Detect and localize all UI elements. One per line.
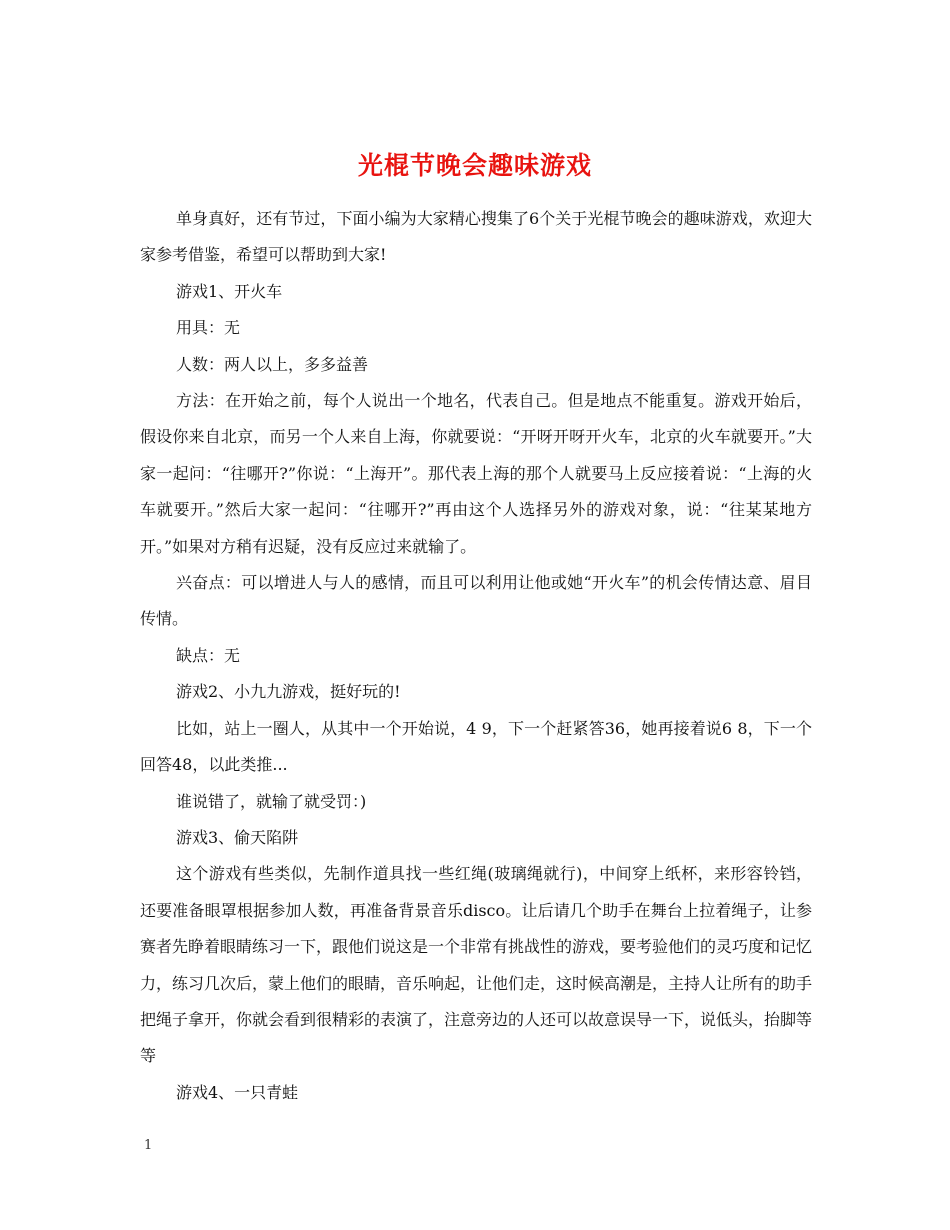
- paragraph-method: 方法：在开始之前，每个人说出一个地名，代表自己。但是地点不能重复。游戏开始后，假设你来自北京，而另一个人来自上海，你就要说：“开呀开呀开火车，北京的火车就要开。”大家一起问：“往哪开?”你说：“上海开”。那代表上海的那个人就要马上反应接着说：“上海的火车就要开。”然后大家一起问：“往哪开?”再由这个人选择另外的游戏对象，说：“往某某地方开。”如果对方稍有迟疑，没有反应过来就输了。: [140, 391, 812, 556]
- heading-game-4: 游戏4、一只青蛙: [176, 1082, 299, 1102]
- paragraph-tools: 用具：无: [176, 318, 241, 338]
- paragraph-example: 比如，站上一圈人，从其中一个开始说，4 9，下一个赶紧答36，她再接着说6 8，下一个回答48，以此类推...: [140, 718, 812, 775]
- document-body: [140, 201, 812, 1111]
- paragraph-drawback: 缺点：无: [176, 645, 241, 665]
- heading-game-3: 游戏3、偷天陷阱: [176, 827, 299, 847]
- heading-game-1: 游戏1、开火车: [176, 281, 283, 301]
- page-number: 1: [144, 1138, 153, 1153]
- paragraph-penalty: 谁说错了，就输了就受罚：): [176, 791, 367, 811]
- heading-game-2: 游戏2、小九九游戏，挺好玩的!: [176, 682, 401, 702]
- paragraph-game-3-description: 这个游戏有些类似，先制作道具找一些红绳(玻璃绳就行)，中间穿上纸杯，来形容铃铛，还要准备眼罩根据参加人数，再准备背景音乐disco。让后请几个助手在舞台上拉着绳子，让参赛者先睁着眼睛练习一下，跟他们说这是一个非常有挑战性的游戏，要考验他们的灵巧度和记忆力，练习几次后，蒙上他们的眼睛，音乐响起，让他们走，这时候高潮是，主持人让所有的助手把绳子拿开，你就会看到很精彩的表演了，注意旁边的人还可以故意误导一下，说低头，抬脚等等: [140, 864, 813, 1066]
- paragraph-highlight: 兴奋点：可以增进人与人的感情，而且可以利用让他或她“开火车”的机会传情达意、眉目传情。: [140, 573, 812, 629]
- page-title: 光棍节晚会趣味游戏: [357, 150, 592, 180]
- paragraph-intro: 单身真好，还有节过，下面小编为大家精心搜集了6个关于光棍节晚会的趣味游戏，欢迎大家参考借鉴，希望可以帮助到大家!: [140, 209, 812, 265]
- paragraph-players: 人数：两人以上，多多益善: [176, 354, 369, 374]
